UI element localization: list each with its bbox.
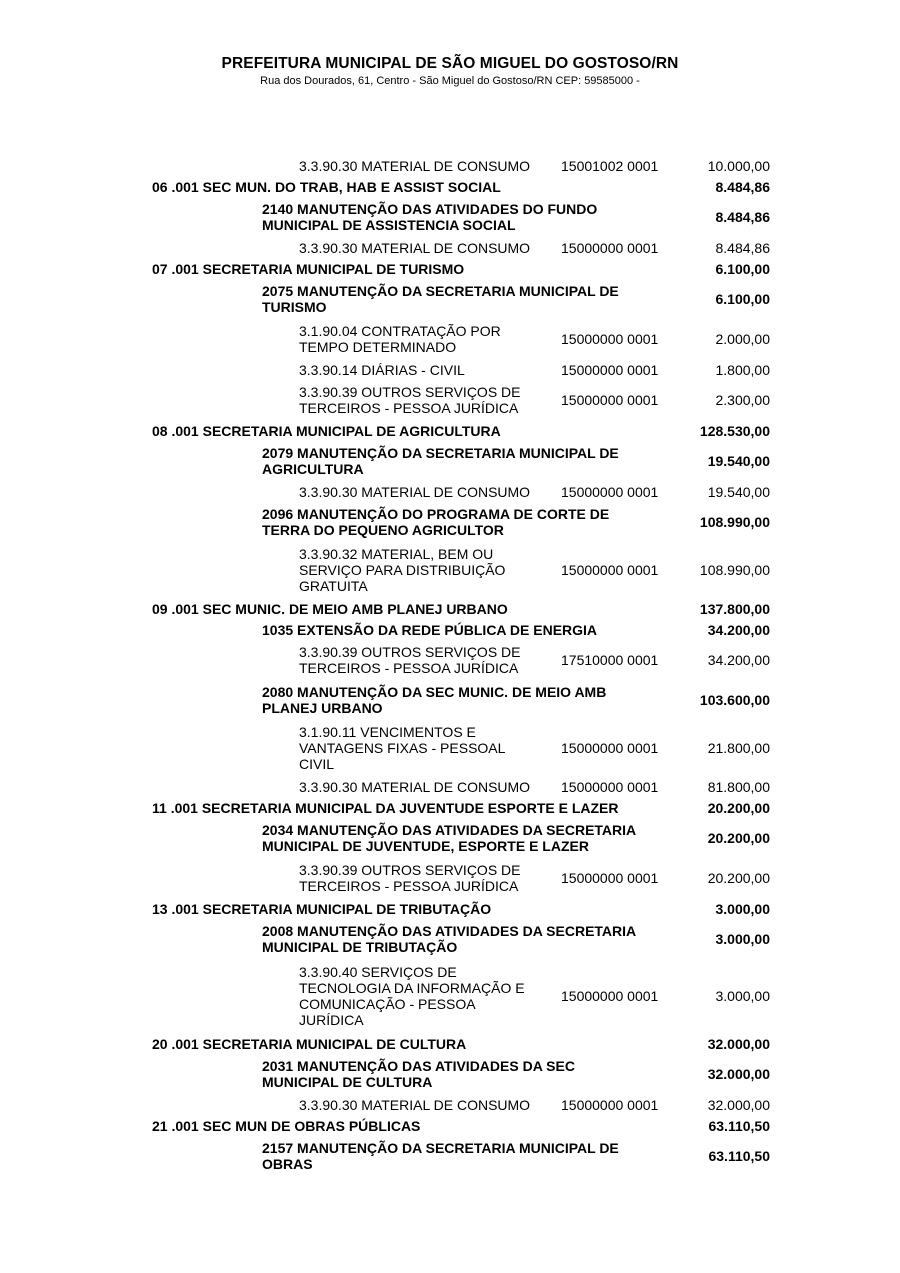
row-description: 3.1.90.04 CONTRATAÇÃO POR TEMPO DETERMINADO (299, 323, 501, 355)
row-description: 13 .001 SECRETARIA MUNICIPAL DE TRIBUTAÇÃO (152, 900, 492, 917)
row-value: 19.540,00 (707, 453, 770, 469)
row-description: 3.3.90.39 OUTROS SERVIÇOS DE TERCEIROS - PESSOA JURÍDICA (299, 862, 521, 894)
row-value: 8.484,86 (715, 178, 770, 195)
row-value: 34.200,00 (707, 621, 770, 638)
budget-table (0, 155, 900, 1176)
row-value: 10.000,00 (707, 157, 770, 174)
expense-element-row (0, 359, 900, 380)
row-source-code: 15001002 0001 (561, 157, 659, 174)
unit-row (0, 1115, 900, 1136)
action-row (0, 441, 900, 481)
row-description: 09 .001 SEC MUNIC. DE MEIO AMB PLANEJ URBANO (152, 600, 508, 617)
row-value: 20.200,00 (707, 830, 770, 846)
document-address: Rua dos Dourados, 61, Centro - São Miguel do Gostoso/RN CEP: 59585000 - (260, 75, 640, 87)
row-description: 06 .001 SEC MUN. DO TRAB, HAB E ASSIST SOCIAL (152, 178, 501, 195)
expense-element-row (0, 542, 900, 598)
unit-row (0, 176, 900, 197)
action-row (0, 197, 900, 237)
row-source-code: 15000000 0001 (561, 239, 659, 256)
unit-row (0, 1033, 900, 1054)
row-description: 08 .001 SECRETARIA MUNICIPAL DE AGRICULTURA (152, 422, 501, 439)
row-value: 81.800,00 (707, 778, 770, 795)
unit-row (0, 420, 900, 441)
row-description: 3.3.90.30 MATERIAL DE CONSUMO (299, 239, 531, 256)
action-row (0, 619, 900, 640)
action-row (0, 919, 900, 959)
row-description: 3.3.90.30 MATERIAL DE CONSUMO (299, 483, 531, 500)
row-description: 21 .001 SEC MUN DE OBRAS PÚBLICAS (152, 1117, 421, 1134)
row-value: 32.000,00 (707, 1096, 770, 1113)
row-description: 2031 MANUTENÇÃO DAS ATIVIDADES DA SEC MUNICIPAL DE CULTURA (262, 1058, 575, 1090)
row-source-code: 15000000 0001 (561, 988, 659, 1004)
row-source-code: 15000000 0001 (561, 1096, 659, 1113)
action-row (0, 818, 900, 858)
row-description: 2096 MANUTENÇÃO DO PROGRAMA DE CORTE DE TERRA DO PEQUENO AGRICULTOR (262, 506, 610, 538)
row-value: 20.200,00 (707, 870, 770, 886)
row-description: 2157 MANUTENÇÃO DA SECRETARIA MUNICIPAL DE OBRAS (262, 1140, 619, 1172)
unit-row (0, 258, 900, 279)
row-value: 8.484,86 (715, 239, 770, 256)
row-description: 3.3.90.14 DIÁRIAS - CIVIL (299, 361, 465, 378)
row-description: 3.3.90.39 OUTROS SERVIÇOS DE TERCEIROS - PESSOA JURÍDICA (299, 384, 521, 416)
row-description: 2034 MANUTENÇÃO DAS ATIVIDADES DA SECRETARIA MUNICIPAL DE JUVENTUDE, ESPORTE E LAZER (262, 822, 637, 854)
expense-element-row (0, 380, 900, 420)
expense-element-row (0, 155, 900, 176)
expense-element-row (0, 640, 900, 680)
row-value: 108.990,00 (699, 514, 770, 530)
expense-element-row (0, 858, 900, 898)
row-value: 63.110,50 (708, 1117, 770, 1134)
row-value: 108.990,00 (699, 562, 770, 578)
row-source-code: 15000000 0001 (561, 361, 659, 378)
action-row (0, 279, 900, 319)
row-value: 2.000,00 (715, 331, 770, 347)
row-value: 6.100,00 (715, 291, 770, 307)
row-value: 34.200,00 (707, 652, 770, 668)
expense-element-row (0, 776, 900, 797)
expense-element-row (0, 1094, 900, 1115)
unit-row (0, 598, 900, 619)
row-value: 21.800,00 (707, 740, 770, 756)
row-description: 2080 MANUTENÇÃO DA SEC MUNIC. DE MEIO AMB PLANEJ URBANO (262, 684, 607, 716)
row-description: 07 .001 SECRETARIA MUNICIPAL DE TURISMO (152, 260, 465, 277)
row-source-code: 17510000 0001 (561, 652, 659, 668)
row-description: 3.3.90.39 OUTROS SERVIÇOS DE TERCEIROS - PESSOA JURÍDICA (299, 644, 521, 676)
row-description: 11 .001 SECRETARIA MUNICIPAL DA JUVENTUDE ESPORTE E LAZER (152, 799, 619, 816)
row-source-code: 15000000 0001 (561, 483, 659, 500)
row-value: 32.000,00 (707, 1035, 770, 1052)
row-value: 3.000,00 (715, 988, 770, 1004)
row-value: 19.540,00 (707, 483, 770, 500)
row-value: 63.110,50 (708, 1148, 770, 1164)
row-description: 3.3.90.32 MATERIAL, BEM OU SERVIÇO PARA DISTRIBUIÇÃO GRATUITA (299, 546, 506, 594)
row-value: 32.000,00 (707, 1066, 770, 1082)
row-value: 137.800,00 (699, 600, 770, 617)
expense-element-row (0, 959, 900, 1033)
expense-element-row (0, 481, 900, 502)
row-description: 2079 MANUTENÇÃO DA SECRETARIA MUNICIPAL DE AGRICULTURA (262, 445, 619, 477)
row-description: 2075 MANUTENÇÃO DA SECRETARIA MUNICIPAL DE TURISMO (262, 283, 619, 315)
row-description: 2008 MANUTENÇÃO DAS ATIVIDADES DA SECRETARIA MUNICIPAL DE TRIBUTAÇÃO (262, 923, 637, 955)
row-value: 103.600,00 (699, 692, 770, 708)
row-source-code: 15000000 0001 (561, 778, 659, 795)
unit-row (0, 797, 900, 818)
row-value: 8.484,86 (715, 209, 770, 225)
expense-element-row (0, 237, 900, 258)
row-source-code: 15000000 0001 (561, 392, 659, 408)
row-source-code: 15000000 0001 (561, 870, 659, 886)
action-row (0, 1054, 900, 1094)
expense-element-row (0, 720, 900, 776)
row-value: 3.000,00 (715, 900, 770, 917)
row-description: 2140 MANUTENÇÃO DAS ATIVIDADES DO FUNDO MUNICIPAL DE ASSISTENCIA SOCIAL (262, 201, 598, 233)
action-row (0, 502, 900, 542)
row-value: 1.800,00 (715, 361, 770, 378)
document-header (0, 55, 900, 87)
row-value: 6.100,00 (715, 260, 770, 277)
row-source-code: 15000000 0001 (561, 740, 659, 756)
row-description: 3.1.90.11 VENCIMENTOS E VANTAGENS FIXAS - PESSOAL CIVIL (299, 724, 506, 772)
document-title: PREFEITURA MUNICIPAL DE SÃO MIGUEL DO GOSTOSO/RN (221, 55, 679, 72)
unit-row (0, 898, 900, 919)
row-source-code: 15000000 0001 (561, 562, 659, 578)
row-description: 3.3.90.40 SERVIÇOS DE TECNOLOGIA DA INFORMAÇÃO E COMUNICAÇÃO - PESSOA JURÍDICA (299, 964, 525, 1028)
row-description: 20 .001 SECRETARIA MUNICIPAL DE CULTURA (152, 1035, 467, 1052)
row-value: 2.300,00 (715, 392, 770, 408)
row-description: 1035 EXTENSÃO DA REDE PÚBLICA DE ENERGIA (262, 621, 598, 638)
row-value: 128.530,00 (699, 422, 770, 439)
expense-element-row (0, 319, 900, 359)
row-description: 3.3.90.30 MATERIAL DE CONSUMO (299, 778, 531, 795)
row-description: 3.3.90.30 MATERIAL DE CONSUMO (299, 1096, 531, 1113)
row-description: 3.3.90.30 MATERIAL DE CONSUMO (299, 157, 531, 174)
row-source-code: 15000000 0001 (561, 331, 659, 347)
row-value: 20.200,00 (707, 799, 770, 816)
row-value: 3.000,00 (715, 931, 770, 947)
action-row (0, 1136, 900, 1176)
action-row (0, 680, 900, 720)
